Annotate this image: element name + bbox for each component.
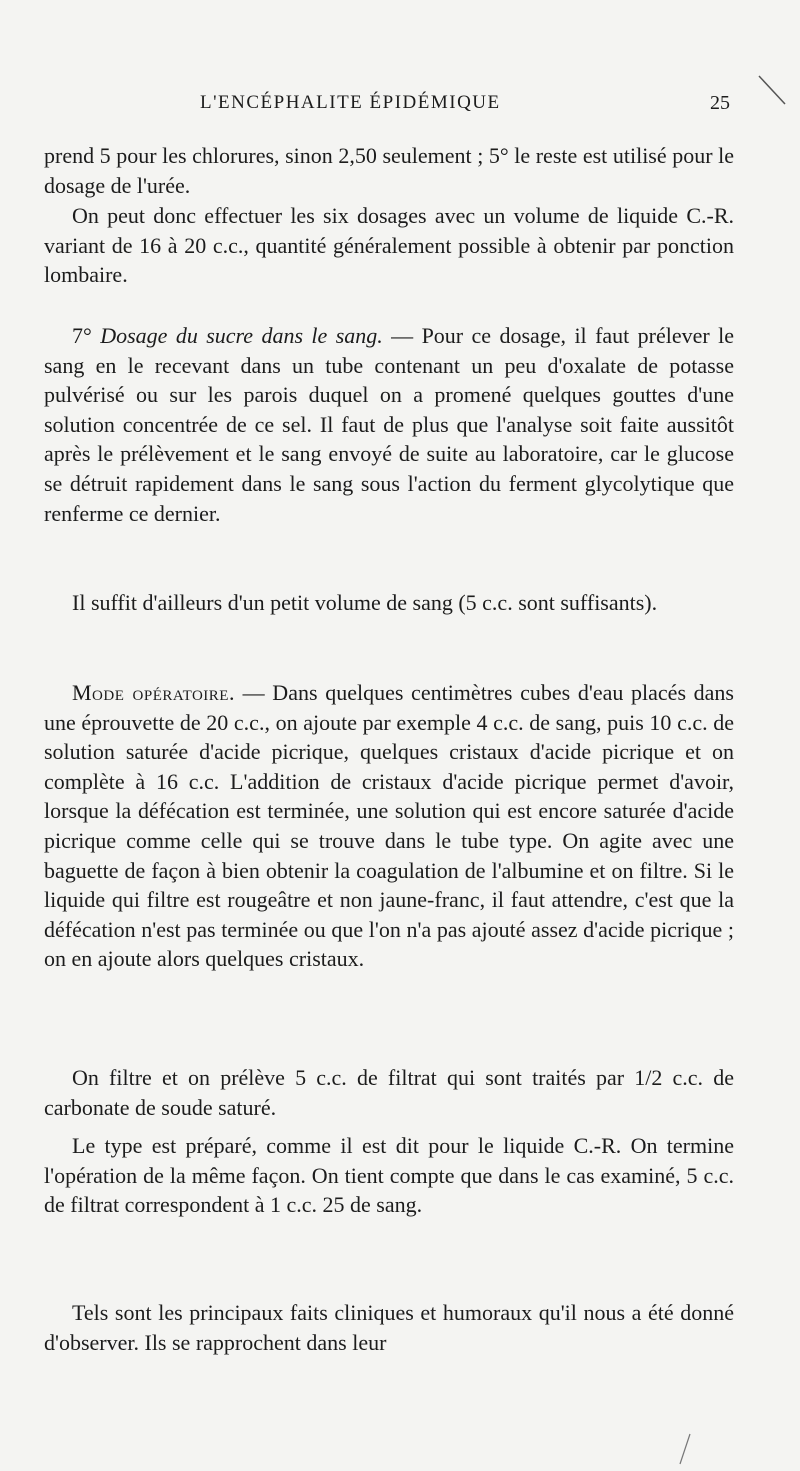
paragraph-7 [44,1131,734,1220]
paragraph-5 [44,678,734,974]
paragraph-7-text: Le type est préparé, comme il est dit pour le liquide C.-R. On termine l'opération de la même façon. On tient compte que dans le cas examiné, 5 c.c. de filtrat correspondent à 1 c.c. 25 de sang. [44,1133,734,1218]
paragraph-2-text: On peut donc effectuer les six dosages avec un volume de liquide C.-R. variant de 16 à 20 c.c., quantité généralement possible à obtenir par ponction lombaire. [44,203,734,288]
paragraph-2 [44,201,734,290]
page-number: 25 [710,92,730,114]
section-heading-procedure: Mode opératoire. [72,680,235,705]
section-heading-sugar: Dosage du sucre dans le sang. [100,323,383,348]
paragraph-5-text: — Dans quelques centimètres cubes d'eau placés dans une éprouvette de 20 c.c., on ajoute par exemple 4 c.c. de sang, puis 10 c.c. de solution saturée d'acide picrique, quelques cristaux d'acide picrique et on complète à 16 c.c. L'addition de cristaux d'acide picrique permet d'avoir, lorsque la défécation est terminée, une solution qui est encore saturée d'acide picrique comme celle qui se trouve dans le tube type. On agite avec une baguette de façon à bien obtenir la coagulation de l'albumine et on filtre. Si le liquide qui filtre est rougeâtre et non jaune-franc, il faut attendre, c'est que la défécation n'est pas terminée ou que l'on n'a pas ajouté assez d'acide picrique ; on en ajoute alors quelques cristaux. [44,680,734,972]
paragraph-6 [44,1063,734,1122]
paragraph-6-text: On filtre et on prélève 5 c.c. de filtrat qui sont traités par 1/2 c.c. de carbonate de soude saturé. [44,1065,734,1120]
paragraph-8 [44,1298,734,1357]
paragraph-4-text: Il suffit d'ailleurs d'un petit volume de sang (5 c.c. sont suffisants). [72,590,658,615]
paragraph-8-text: Tels sont les principaux faits cliniques et humoraux qu'il nous a été donné d'observer. Ils se rapprochent dans leur [44,1300,734,1355]
paragraph-3-text: — Pour ce dosage, il faut prélever le sang en le recevant dans un tube contenant un peu d'oxalate de potasse pulvérisé ou sur les parois duquel on a promené quelques gouttes d'une solution concentrée de ce sel. Il faut de plus que l'analyse soit faite aussitôt après le prélèvement et le sang envoyé de suite au laboratoire, car le glucose se détruit rapidement dans le sang sous l'action du ferment glycolytique que renferme ce dernier. [44,323,735,526]
paragraph-4 [44,588,734,618]
scan-mark [670,1430,700,1470]
paragraph-3 [44,321,734,528]
running-title: L'ENCÉPHALITE ÉPIDÉMIQUE [200,92,501,113]
running-header [200,92,730,116]
section-number: 7° [72,323,92,348]
paragraph-1-text: prend 5 pour les chlorures, sinon 2,50 seulement ; 5° le reste est utilisé pour le dosage de l'urée. [44,143,734,198]
paragraph-1 [44,141,734,200]
scan-mark [755,70,795,110]
